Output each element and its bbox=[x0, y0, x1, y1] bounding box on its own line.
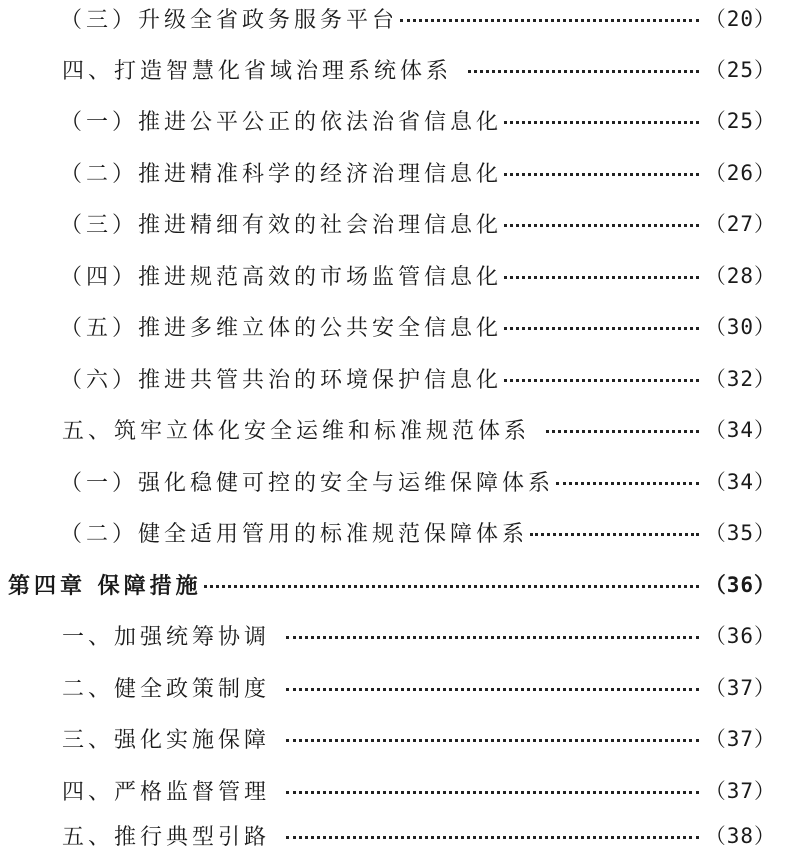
dot-leader bbox=[400, 19, 699, 22]
toc-entry-label: （五）推进多维立体的公共安全信息化 bbox=[60, 315, 503, 341]
toc-entry-page: （37） bbox=[704, 676, 776, 700]
toc-entry-page: （35） bbox=[704, 521, 776, 545]
toc-entry-label: （三）升级全省政务服务平台 bbox=[60, 7, 399, 33]
toc-entry-page: （20） bbox=[704, 7, 776, 31]
toc-entry-label: （二）健全适用管用的标准规范保障体系 bbox=[60, 521, 529, 547]
toc-entry-label: 四、严格监督管理 bbox=[62, 779, 271, 805]
toc-entry-page: （37） bbox=[704, 779, 776, 803]
toc-entry[interactable] bbox=[0, 721, 776, 755]
dot-leader bbox=[286, 739, 699, 742]
toc-entry[interactable] bbox=[0, 1, 776, 35]
dot-leader bbox=[286, 791, 699, 794]
toc-entry-label: 四、打造智慧化省域治理系统体系 bbox=[62, 58, 453, 84]
toc-entry[interactable] bbox=[0, 155, 776, 189]
toc-entry-page: （25） bbox=[704, 109, 776, 133]
toc-entry-label: 二、健全政策制度 bbox=[62, 676, 271, 702]
toc-entry-label: 五、推行典型引路 bbox=[62, 824, 271, 850]
toc-entry-label: （二）推进精准科学的经济治理信息化 bbox=[60, 161, 503, 187]
toc-entry-page: （36） bbox=[704, 624, 776, 648]
toc-entry-page: （26） bbox=[704, 161, 776, 185]
dot-leader bbox=[504, 224, 699, 227]
toc-entry[interactable] bbox=[0, 670, 776, 704]
toc-entry-label: （一）推进公平公正的依法治省信息化 bbox=[60, 109, 503, 135]
dot-leader bbox=[546, 430, 699, 433]
toc-entry-page: （30） bbox=[704, 315, 776, 339]
dot-leader bbox=[504, 121, 699, 124]
toc-entry-label: 一、加强统筹协调 bbox=[62, 624, 271, 650]
toc-entry-page: （37） bbox=[704, 727, 776, 751]
toc-entry[interactable] bbox=[0, 818, 776, 852]
toc-entry[interactable] bbox=[0, 309, 776, 343]
toc-entry-page: （27） bbox=[704, 212, 776, 236]
toc-entry-page: （32） bbox=[704, 367, 776, 391]
dot-leader bbox=[286, 636, 699, 639]
toc-entry[interactable] bbox=[0, 52, 776, 86]
toc-entry[interactable] bbox=[0, 464, 776, 498]
dot-leader bbox=[286, 836, 699, 839]
toc-entry[interactable] bbox=[0, 103, 776, 137]
dot-leader bbox=[504, 379, 699, 382]
toc-entry[interactable] bbox=[0, 206, 776, 240]
dot-leader bbox=[556, 482, 699, 485]
toc-entry[interactable] bbox=[0, 361, 776, 395]
dot-leader bbox=[468, 70, 699, 73]
toc-entry-label: （三）推进精细有效的社会治理信息化 bbox=[60, 212, 503, 238]
dot-leader bbox=[286, 688, 699, 691]
toc-entry-page: （28） bbox=[704, 264, 776, 288]
toc-entry-page: （38） bbox=[704, 824, 776, 848]
toc-entry-label: （六）推进共管共治的环境保护信息化 bbox=[60, 367, 503, 393]
toc-entry-label: 五、筑牢立体化安全运维和标准规范体系 bbox=[62, 418, 531, 444]
toc-entry-page: （34） bbox=[704, 418, 776, 442]
dot-leader bbox=[530, 533, 699, 536]
dot-leader bbox=[504, 276, 699, 279]
dot-leader bbox=[504, 173, 699, 176]
toc-entry-label: 三、强化实施保障 bbox=[62, 727, 271, 753]
dot-leader bbox=[204, 585, 699, 588]
toc-entry-label: 第四章 保障措施 bbox=[8, 572, 202, 599]
toc-entry-label: （一）强化稳健可控的安全与运维保障体系 bbox=[60, 470, 555, 496]
toc-entry-label: （四）推进规范高效的市场监管信息化 bbox=[60, 264, 503, 290]
toc-entry[interactable] bbox=[0, 258, 776, 292]
toc-entry-page: （36） bbox=[704, 573, 776, 597]
toc-entry-page: （25） bbox=[704, 58, 776, 82]
toc-entry-page: （34） bbox=[704, 470, 776, 494]
toc-entry[interactable] bbox=[0, 412, 776, 446]
toc-entry[interactable] bbox=[0, 773, 776, 807]
dot-leader bbox=[504, 327, 699, 330]
toc-entry[interactable] bbox=[0, 515, 776, 549]
toc-chapter-entry[interactable] bbox=[0, 567, 776, 601]
toc-entry[interactable] bbox=[0, 618, 776, 652]
